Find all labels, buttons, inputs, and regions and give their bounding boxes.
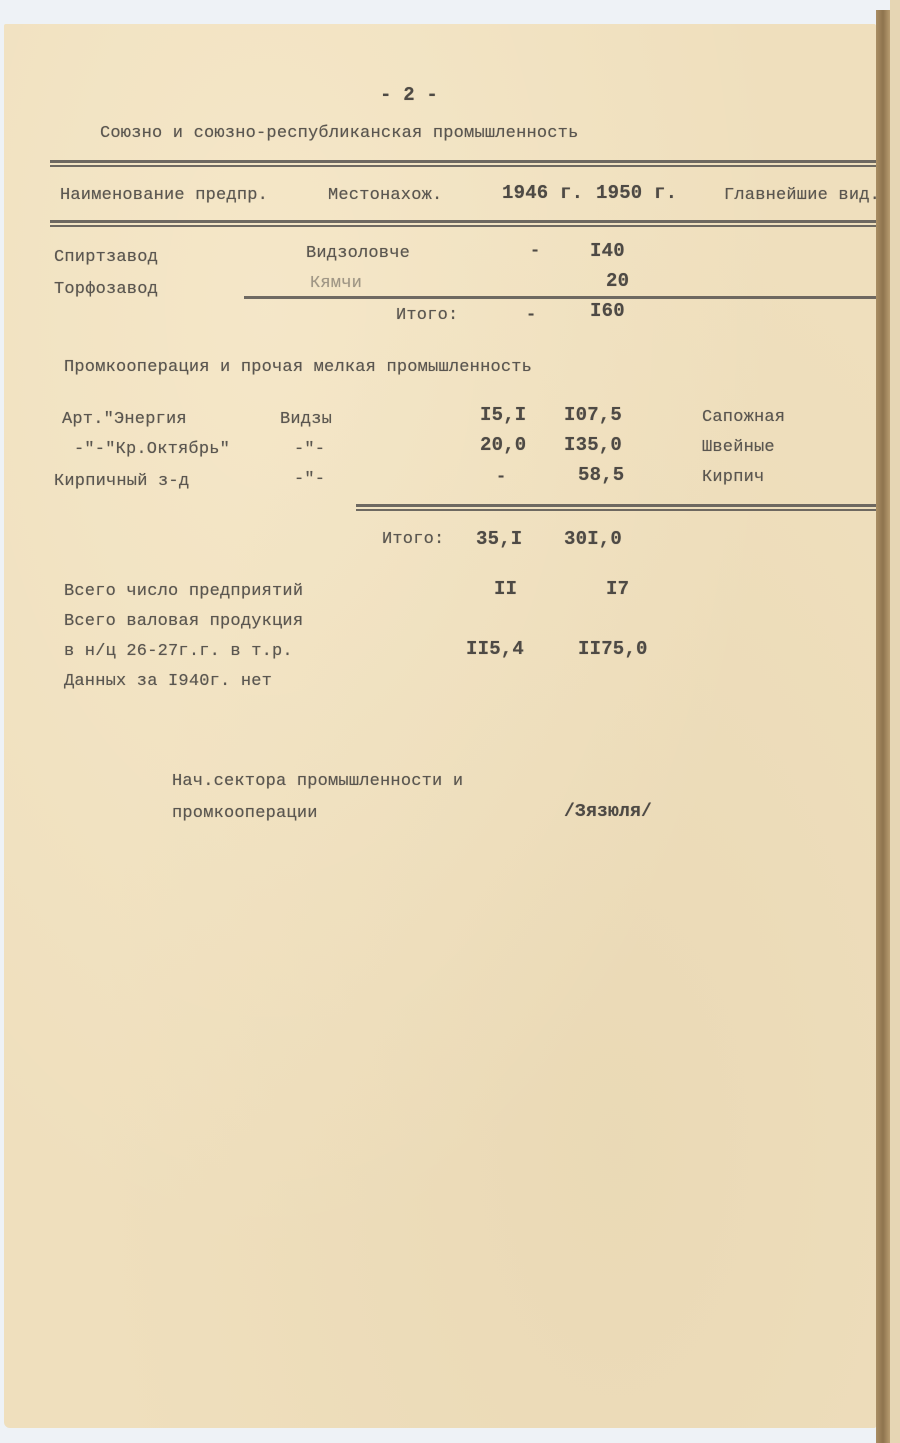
row-name: Кирпичный з-д (54, 472, 190, 491)
subtotal-rule-2b (356, 509, 876, 511)
row-1950: 58,5 (578, 464, 625, 486)
section2-title: Промкооперация и прочая мелкая промышленность (64, 358, 533, 377)
gross-1950: II75,0 (578, 638, 648, 660)
header-top-rule-2 (50, 165, 876, 167)
row-location: Кямчи (310, 274, 363, 293)
total-1950: I60 (590, 300, 625, 322)
row-name: -"-"Кр.Октябрь" (74, 440, 231, 459)
row-1946: - (496, 468, 507, 487)
row-1950: I07,5 (564, 404, 623, 426)
row-location: -"- (294, 440, 326, 459)
no-data-note: Данных за I940г. нет (64, 672, 273, 691)
binding-edge (876, 10, 890, 1443)
document-page (4, 24, 881, 1428)
signature-title-line2: промкооперации (172, 804, 318, 823)
signature-title-line1: Нач.сектора промышленности и (172, 772, 464, 791)
gross-label-line1: Всего валовая продукция (64, 612, 304, 631)
page-number: - 2 - (380, 84, 439, 106)
row-1950: I40 (590, 240, 625, 262)
header-1946: 1946 г. (502, 182, 584, 204)
header-main-products: Главнейшие вид. (724, 186, 881, 205)
header-bottom-rule-2 (50, 225, 876, 227)
header-1950: 1950 г. (596, 182, 678, 204)
signature-name: /Зязюля/ (564, 802, 653, 822)
subtotal-rule (244, 296, 876, 299)
next-page-edge (890, 0, 900, 1443)
row-1950: 20 (606, 270, 630, 292)
enterprises-label: Всего число предприятий (64, 582, 304, 601)
row-name: Арт."Энергия (62, 410, 187, 429)
row-location: Видзоловче (306, 244, 411, 263)
enterprises-1950: I7 (606, 578, 630, 600)
header-bottom-rule (50, 220, 876, 223)
header-top-rule (50, 160, 876, 163)
section1-title: Союзно и союзно-республиканская промышленность (100, 124, 579, 143)
total-1946: 35,I (476, 528, 523, 550)
gross-label-line2: в н/ц 26-27г.г. в т.р. (64, 642, 293, 661)
row-name: Спиртзавод (54, 248, 159, 267)
header-name: Наименование предпр. (60, 186, 269, 205)
row-1950: I35,0 (564, 434, 623, 456)
enterprises-1946: II (494, 578, 518, 600)
row-product: Кирпич (702, 468, 765, 487)
row-location: -"- (294, 470, 326, 489)
row-1946: - (530, 242, 541, 261)
total-1950: 30I,0 (564, 528, 623, 550)
total-label: Итого: (382, 530, 445, 549)
gross-1946: II5,4 (466, 638, 525, 660)
header-location: Местонахож. (328, 186, 443, 205)
row-1946: 20,0 (480, 434, 527, 456)
total-1946: - (526, 306, 537, 325)
row-name: Торфозавод (54, 280, 159, 299)
row-product: Швейные (702, 438, 775, 457)
row-1946: I5,I (480, 404, 527, 426)
subtotal-rule-2 (356, 504, 876, 507)
total-label: Итого: (396, 306, 459, 325)
row-location: Видзы (280, 410, 333, 429)
row-product: Сапожная (702, 408, 786, 427)
